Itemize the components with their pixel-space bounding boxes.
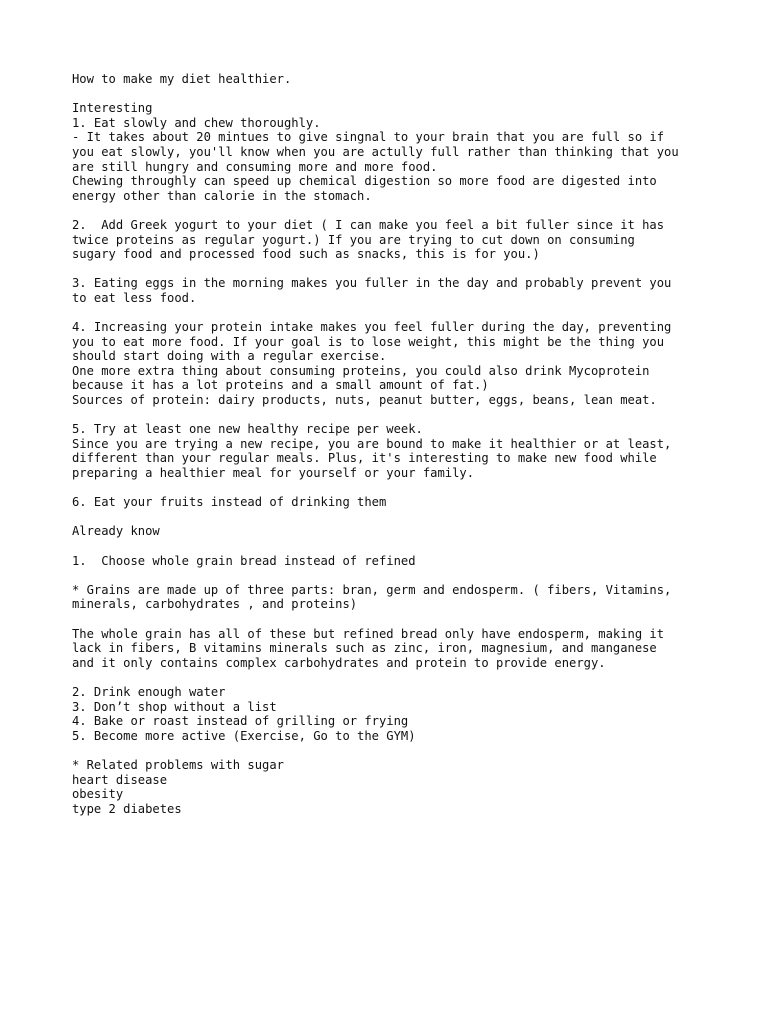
item2-line: 2. Add Greek yogurt to your diet ( I can make you feel a bit fuller since it has	[72, 217, 665, 232]
item1-line: Chewing throughly can speed up chemical digestion so more food are digested into	[72, 174, 657, 189]
whole-grain-line: and it only contains complex carbohydrates and protein to provide energy.	[72, 655, 606, 670]
blank-line	[72, 262, 712, 277]
blank-line	[72, 203, 712, 218]
item2-line: sugary food and processed food such as snacks, this is for you.)	[72, 247, 540, 262]
item6-line: 6. Eat your fruits instead of drinking them	[72, 495, 387, 510]
known-list-item: 4. Bake or roast instead of grilling or frying	[72, 714, 409, 729]
blank-line	[72, 408, 712, 423]
item5-line: different than your regular meals. Plus, it's interesting to make new food while	[72, 451, 657, 466]
whole-grain-line: lack in fibers, B vitamins minerals such as zinc, iron, magnesium, and manganese	[72, 641, 657, 656]
known-list-item: 5. Become more active (Exercise, Go to the GYM)	[72, 728, 416, 743]
blank-line	[72, 510, 712, 525]
known-list-item: 3. Don’t shop without a list	[72, 699, 277, 714]
blank-line	[72, 306, 712, 321]
document-page	[72, 72, 712, 816]
item3-line: 3. Eating eggs in the morning makes you fuller in the day and probably prevent you	[72, 276, 672, 291]
item1-line: - It takes about 20 mintues to give singnal to your brain that you are full so if	[72, 130, 665, 145]
item5-line: 5. Try at least one new healthy recipe per week.	[72, 422, 423, 437]
grains-line: * Grains are made up of three parts: bran, germ and endosperm. ( fibers, Vitamins,	[72, 582, 672, 597]
known-item-1: 1. Choose whole grain bread instead of refined	[72, 553, 416, 568]
sugar-list-item: obesity	[72, 787, 124, 802]
section-heading-interesting: Interesting	[72, 101, 153, 116]
blank-line	[72, 612, 712, 627]
item4-line: you to eat more food. If your goal is to lose weight, this might be the thing you	[72, 334, 665, 349]
item1-line: you eat slowly, you'll know when you are actully full rather than thinking that you	[72, 144, 679, 159]
item5-line: Since you are trying a new recipe, you are bound to make it healthier or at least,	[72, 436, 672, 451]
section-heading-already-know: Already know	[72, 524, 160, 539]
grains-line: minerals, carbohydrates , and proteins)	[72, 597, 358, 612]
sugar-heading: * Related problems with sugar	[72, 757, 284, 772]
item3-line: to eat less food.	[72, 290, 197, 305]
item1-line: energy other than calorie in the stomach.	[72, 188, 372, 203]
item2-line: twice proteins as regular yogurt.) If you are trying to cut down on consuming	[72, 232, 635, 247]
sugar-list-item: type 2 diabetes	[72, 801, 182, 816]
item4-line: Sources of protein: dairy products, nuts, peanut butter, eggs, beans, lean meat.	[72, 393, 657, 408]
item5-line: preparing a healthier meal for yourself or your family.	[72, 466, 475, 481]
item4-line: 4. Increasing your protein intake makes you feel fuller during the day, preventing	[72, 320, 672, 335]
item4-line: should start doing with a regular exercise.	[72, 349, 387, 364]
document-title: How to make my diet healthier.	[72, 72, 292, 86]
blank-line	[72, 481, 712, 496]
blank-line	[72, 539, 712, 554]
item4-line: One more extra thing about consuming proteins, you could also drink Mycoprotein	[72, 363, 650, 378]
whole-grain-line: The whole grain has all of these but refined bread only have endosperm, making it	[72, 626, 665, 641]
blank-line	[72, 87, 712, 102]
blank-line	[72, 670, 712, 685]
blank-line	[72, 743, 712, 758]
item1-heading: 1. Eat slowly and chew thoroughly.	[72, 115, 321, 130]
blank-line	[72, 568, 712, 583]
item1-line: are still hungry and consuming more and more food.	[72, 159, 438, 174]
known-list-item: 2. Drink enough water	[72, 684, 226, 699]
item4-line: because it has a lot proteins and a small amount of fat.)	[72, 378, 489, 393]
sugar-list-item: heart disease	[72, 772, 168, 787]
